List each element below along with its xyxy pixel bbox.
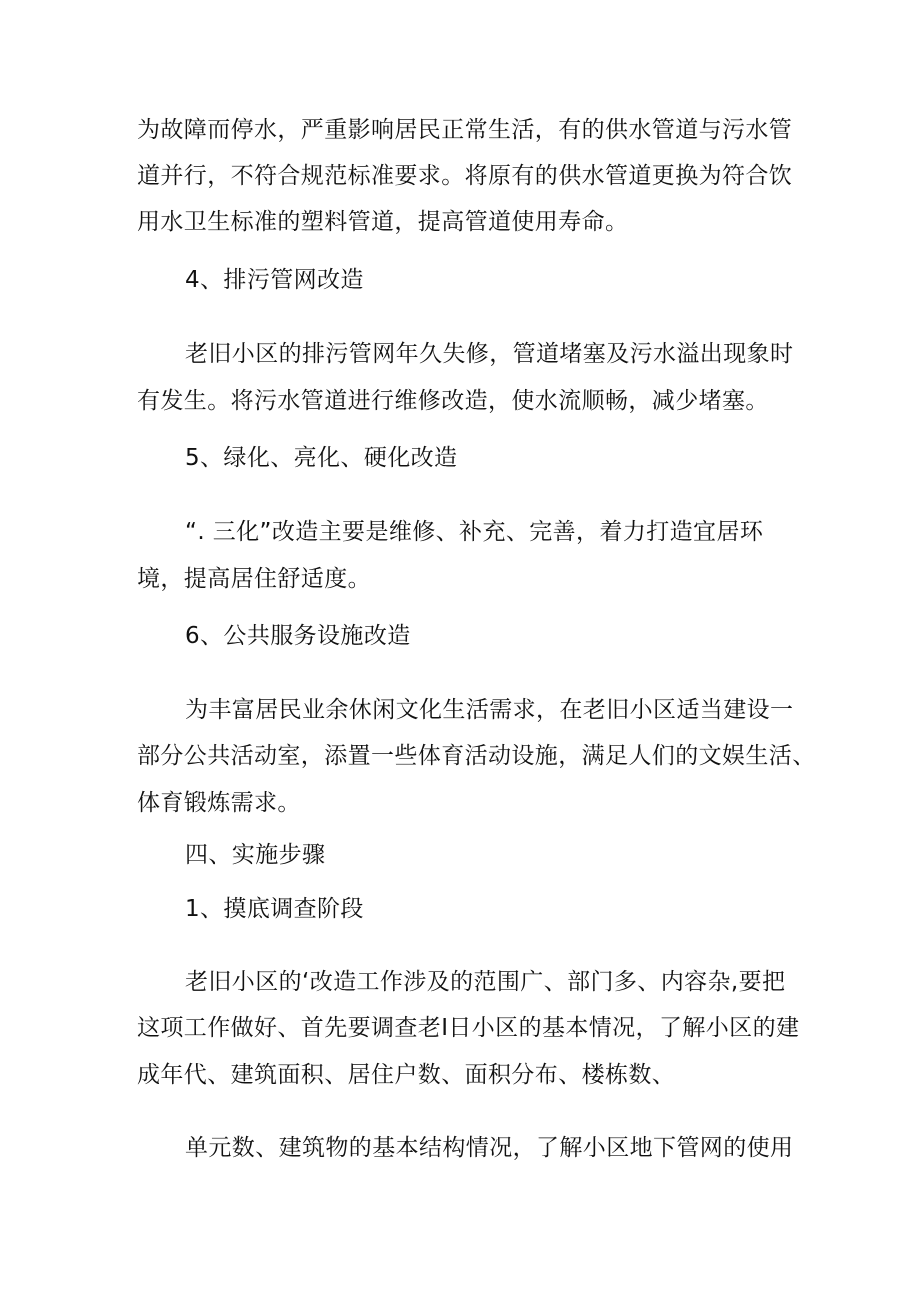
body-text-line: 体育锻炼需求。 [137,790,301,816]
body-text-line: 道并行，不符合规范标准要求。将原有的供水管道更换为符合饮 [137,163,793,189]
body-text-line: “. 三化”改造主要是维修、补充、完善，着力打造宜居环 [185,519,764,545]
body-text-line: 为丰富居民业余休闲文化生活需求，在老旧小区适当建设一 [185,697,794,723]
body-text-line: 用水卫生标准的塑料管道，提高管道使用寿命。 [137,209,629,235]
body-text-line: 境，提高居住舒适度。 [137,566,371,592]
body-text-line: 老旧小区的排污管网年久失修，管道堵塞及污水溢出现象时 [185,341,794,367]
section-heading: 5、绿化、亮化、硬化改造 [185,445,458,471]
section-heading: 6、公共服务设施改造 [185,623,411,649]
chapter-heading: 四、实施步骤 [185,842,326,868]
body-text-line: 部分公共活动室，添置一些体育活动设施，满足人们的文娱生活、 [137,743,816,769]
body-text-line: 单元数、建筑物的基本结构情况，了解小区地下管网的使用 [185,1135,794,1161]
body-text-line: 这项工作做好、首先要调查老I日小区的基本情况，了解小区的建 [137,1015,800,1041]
body-text-line: 老旧小区的‘改造工作涉及的范围广、部门多、内容杂,要把 [185,969,786,995]
body-text-line: 有发生。将污水管道进行维修改造，使水流顺畅，减少堵塞。 [137,388,769,414]
body-text-line: 为故障而停水，严重影响居民正常生活，有的供水管道与污水管 [137,117,793,143]
section-heading: 1、摸底调查阶段 [185,896,364,922]
section-heading: 4、排污管网改造 [185,267,364,293]
body-text-line: 成年代、建筑面积、居住户数、面积分布、楼栋数、 [137,1062,676,1088]
